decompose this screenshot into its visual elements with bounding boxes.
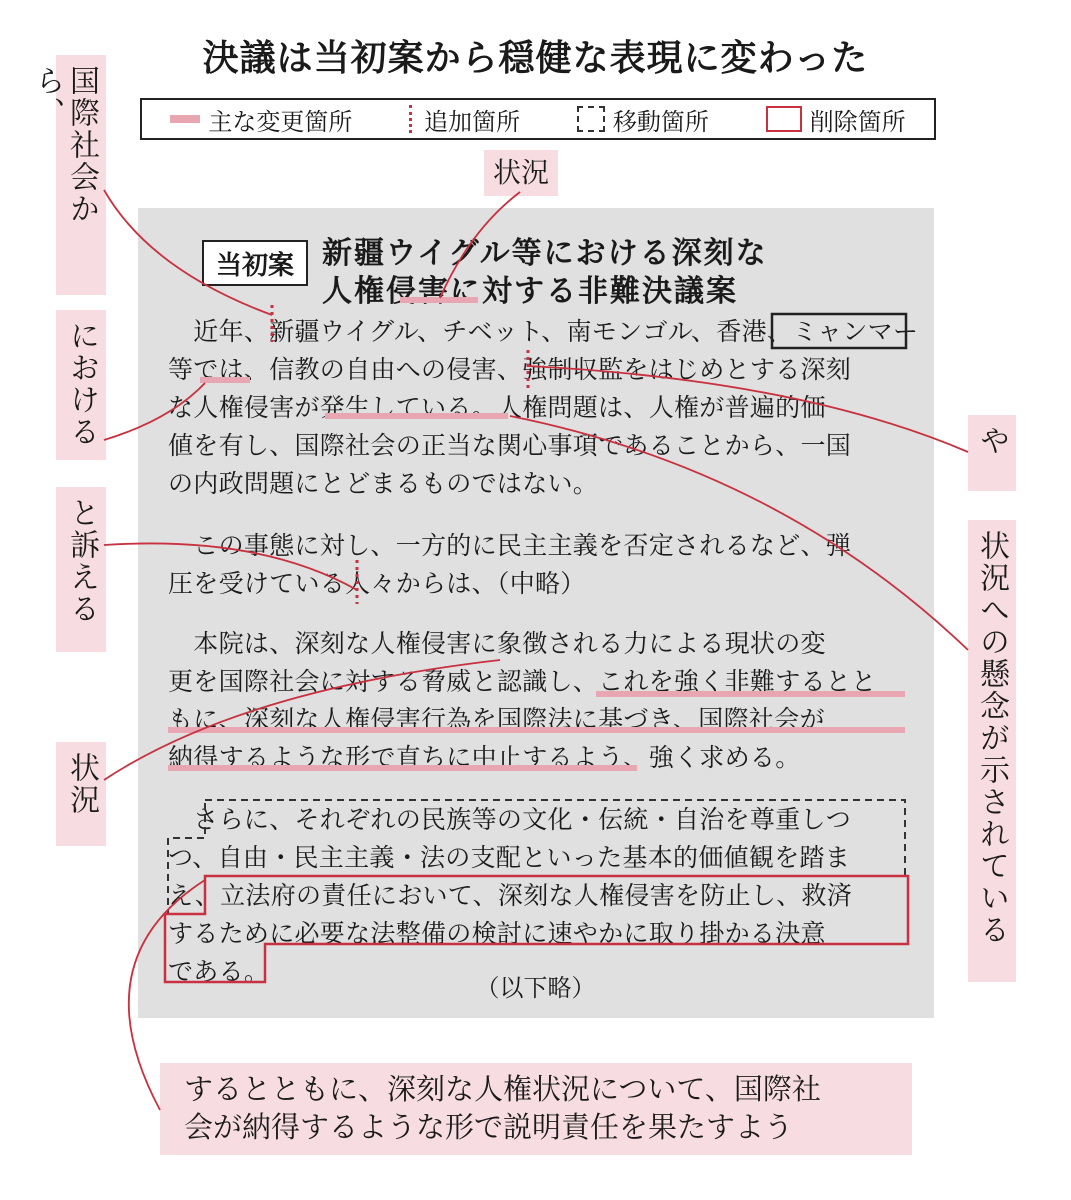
body-line: の内政問題にとどまるものではない。 bbox=[168, 469, 599, 498]
leader-line bbox=[104, 543, 357, 590]
callout-left-appeal: と訴える bbox=[56, 487, 106, 652]
leader-line bbox=[104, 660, 500, 780]
body-line: もに、深刻な人権侵害行為を国際法に基づき、国際社会が bbox=[168, 705, 825, 734]
callout-bottom-line-2: 会が納得するような形で説明責任を果たすよう bbox=[184, 1109, 794, 1144]
page-title: 決議は当初案から穏健な表現に変わった bbox=[202, 38, 869, 79]
body-line: な人権侵害が発生している。人権問題は、人権が普遍的価 bbox=[168, 393, 826, 422]
body-line: 更を国際社会に対する脅威と認識し、これを強く非難するとと bbox=[168, 667, 877, 696]
legend-label-added: 追加箇所 bbox=[424, 107, 521, 136]
draft-heading-line-1: 新疆ウイグル等における深刻な bbox=[322, 236, 768, 271]
leader-line bbox=[104, 190, 272, 315]
initial-draft-badge: 当初案 bbox=[202, 240, 308, 286]
callout-left-international: 国際社会から、 bbox=[56, 55, 106, 295]
leader-line bbox=[104, 383, 205, 440]
callout-top-status: 状況 bbox=[484, 150, 558, 196]
body-line: 等では、信教の自由への侵害、強制収監をはじめとする深刻 bbox=[168, 355, 852, 384]
callout-left-status: 状況 bbox=[56, 742, 106, 846]
draft-heading-line-2: 人権侵害に対する非難決議案 bbox=[322, 274, 738, 309]
body-line: 近年、新疆ウイグル、チベット、南モンゴル、香港、ミャンマー bbox=[168, 317, 919, 346]
legend-label-moved: 移動箇所 bbox=[612, 107, 709, 136]
callout-bottom-line-1: するとともに、深刻な人権状況について、国際社 bbox=[184, 1072, 821, 1106]
callout-right-ya: や bbox=[968, 415, 1016, 491]
leader-line bbox=[440, 192, 520, 298]
body-line: 納得するような形で直ちに中止するよう、強く求める。 bbox=[168, 743, 801, 772]
deleted-box bbox=[165, 876, 908, 982]
leader-line bbox=[510, 416, 968, 650]
body-line: つ、自由・民主主義・法の支配といった基本的価値観を踏ま bbox=[168, 843, 851, 872]
callout-right-concern: 状況への懸念が示されている bbox=[968, 520, 1016, 982]
body-line: 圧を受けている人々からは、（中略） bbox=[168, 569, 586, 598]
body-line: である。 bbox=[168, 957, 270, 986]
body-line: え、立法府の責任において、深刻な人権侵害を防止し、救済 bbox=[168, 881, 853, 910]
leader-line bbox=[528, 366, 968, 452]
legend-label-deleted: 削除箇所 bbox=[809, 107, 906, 136]
body-line: この事態に対し、一方的に民主主義を否定されるなど、弾 bbox=[168, 531, 852, 560]
body-line: するために必要な法整備の検討に速やかに取り掛かる決意 bbox=[168, 919, 826, 948]
body-line: さらに、それぞれの民族等の文化・伝統・自治を尊重しつ bbox=[168, 805, 852, 834]
body-line: 本院は、深刻な人権侵害に象徴される力による現状の変 bbox=[168, 629, 826, 658]
body-line: 値を有し、国際社会の正当な関心事項であることから、一国 bbox=[168, 431, 852, 460]
omitted-note: （以下略） bbox=[475, 974, 596, 1002]
deleted-box-myanmar bbox=[772, 314, 906, 348]
callout-left-in: における bbox=[56, 310, 106, 460]
moved-box bbox=[168, 800, 905, 914]
legend-label-main-change: 主な変更箇所 bbox=[208, 107, 353, 136]
